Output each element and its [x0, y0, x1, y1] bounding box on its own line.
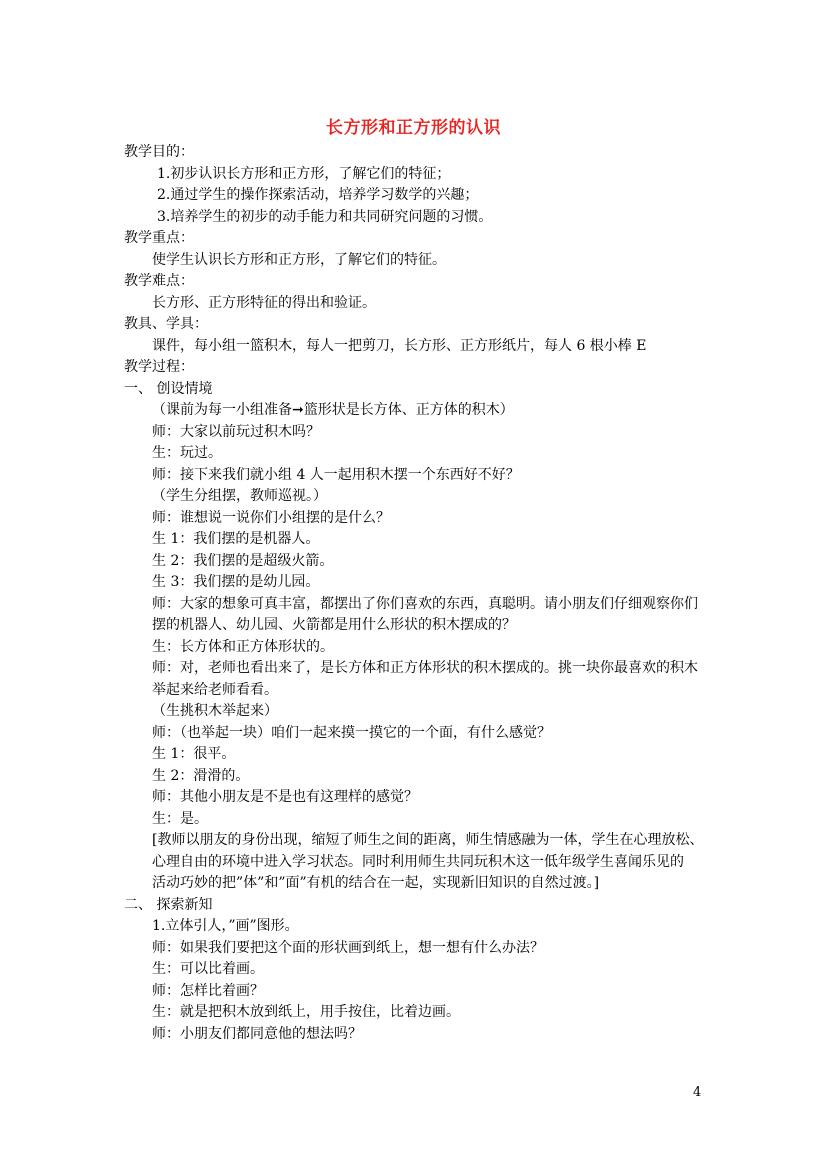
- body-line: 师：接下来我们就小组 4 人一起用积木摆一个东西好不好？: [152, 466, 520, 483]
- body-line: 生 1：很平。: [152, 746, 236, 762]
- body-line: 生 1：我们摆的是机器人。: [152, 531, 320, 547]
- body-line: 师：对，老师也看出来了，是长方体和正方体形状的积木摆成的。挑一块你最喜欢的积木: [152, 660, 698, 676]
- body-line: 师：（也举起一块）咱们一起来摸一摸它的一个面，有什么感觉？: [152, 724, 551, 741]
- body-line: 师：大家的想象可真丰富，都摆出了你们喜欢的东西，真聪明。请小朋友们仔细观察你们: [152, 595, 698, 612]
- body-line: 生 2：我们摆的是超级火箭。: [152, 552, 334, 569]
- body-line: （生挑积木举起来）: [152, 703, 278, 719]
- body-line: 师：谁想说一说你们小组摆的是什么？: [152, 509, 390, 526]
- section-heading: 二、 探索新知: [124, 896, 213, 913]
- body-line: 1.初步认识长方形和正方形，了解它们的特征；: [157, 165, 451, 182]
- body-line: 师：如果我们要把这个面的形状画到纸上，想一想有什么办法？: [152, 939, 544, 956]
- body-line: 2.通过学生的操作探索活动，培养学习数学的兴趣；: [157, 187, 479, 203]
- document-title: 长方形和正方形的认识: [326, 118, 501, 138]
- body-line: 举起来给老师看看。: [152, 681, 278, 698]
- body-line: 生：就是把积木放到纸上，用手按住，比着边画。: [152, 1004, 460, 1020]
- section-heading: 教具、学具：: [124, 316, 208, 332]
- body-line: 生：玩过。: [152, 445, 222, 461]
- body-line: 师：怎样比着画？: [152, 982, 264, 999]
- body-line: 生：长方体和正方体形状的。: [152, 638, 334, 655]
- body-line: 师：其他小朋友是不是也有这理样的感觉？: [152, 789, 418, 805]
- body-line: （课前为每一小组准备➞篮形状是长方体、正方体的积木）: [152, 402, 514, 418]
- body-line: 生 2：滑滑的。: [152, 767, 250, 784]
- section-heading: 教学重点：: [124, 230, 194, 246]
- document-body: [124, 142, 724, 1045]
- body-line: 生 3：我们摆的是幼儿园。: [152, 574, 320, 590]
- body-line: [教师以朋友的身份出现，缩短了师生之间的距离，师生情感融为一体，学生在心理放松、: [152, 832, 704, 848]
- body-line: 生：可以比着画。: [152, 961, 264, 977]
- body-line: 心理自由的环境中进入学习状态。同时利用师生共同玩积木这一低年级学生喜闻乐见的: [152, 853, 684, 870]
- section-heading: 教学难点：: [124, 273, 194, 289]
- body-line: 课件，每小组一篮积木，每人一把剪刀，长方形、正方形纸片，每人 6 根小棒 E: [152, 337, 647, 354]
- body-line: 摆的机器人、幼儿园、火箭都是用什么形状的积木摆成的？: [152, 617, 516, 633]
- body-line: 长方形、正方形特征的得出和验证。: [152, 294, 376, 311]
- section-heading: 一、 创设情境: [124, 380, 213, 397]
- body-line: 使学生认识长方形和正方形，了解它们的特征。: [152, 251, 446, 268]
- page-number: 4: [693, 1085, 702, 1100]
- body-line: 师：大家以前玩过积木吗？: [152, 423, 320, 440]
- body-line: 生：是。: [152, 810, 208, 827]
- body-line: 1.立体引人，”画”图形。: [152, 918, 299, 934]
- body-line: （学生分组摆，教师巡视。）: [152, 488, 327, 504]
- section-heading: 教学过程：: [124, 359, 194, 375]
- body-line: 3.培养学生的初步的动手能力和共同研究问题的习惯。: [157, 208, 493, 225]
- body-line: 师：小朋友们都同意他的想法吗？: [152, 1025, 362, 1042]
- section-heading: 教学目的：: [124, 144, 194, 160]
- body-line: 活动巧妙的把”体”和”面”有机的结合在一起，实现新旧知识的自然过渡。]: [152, 875, 600, 891]
